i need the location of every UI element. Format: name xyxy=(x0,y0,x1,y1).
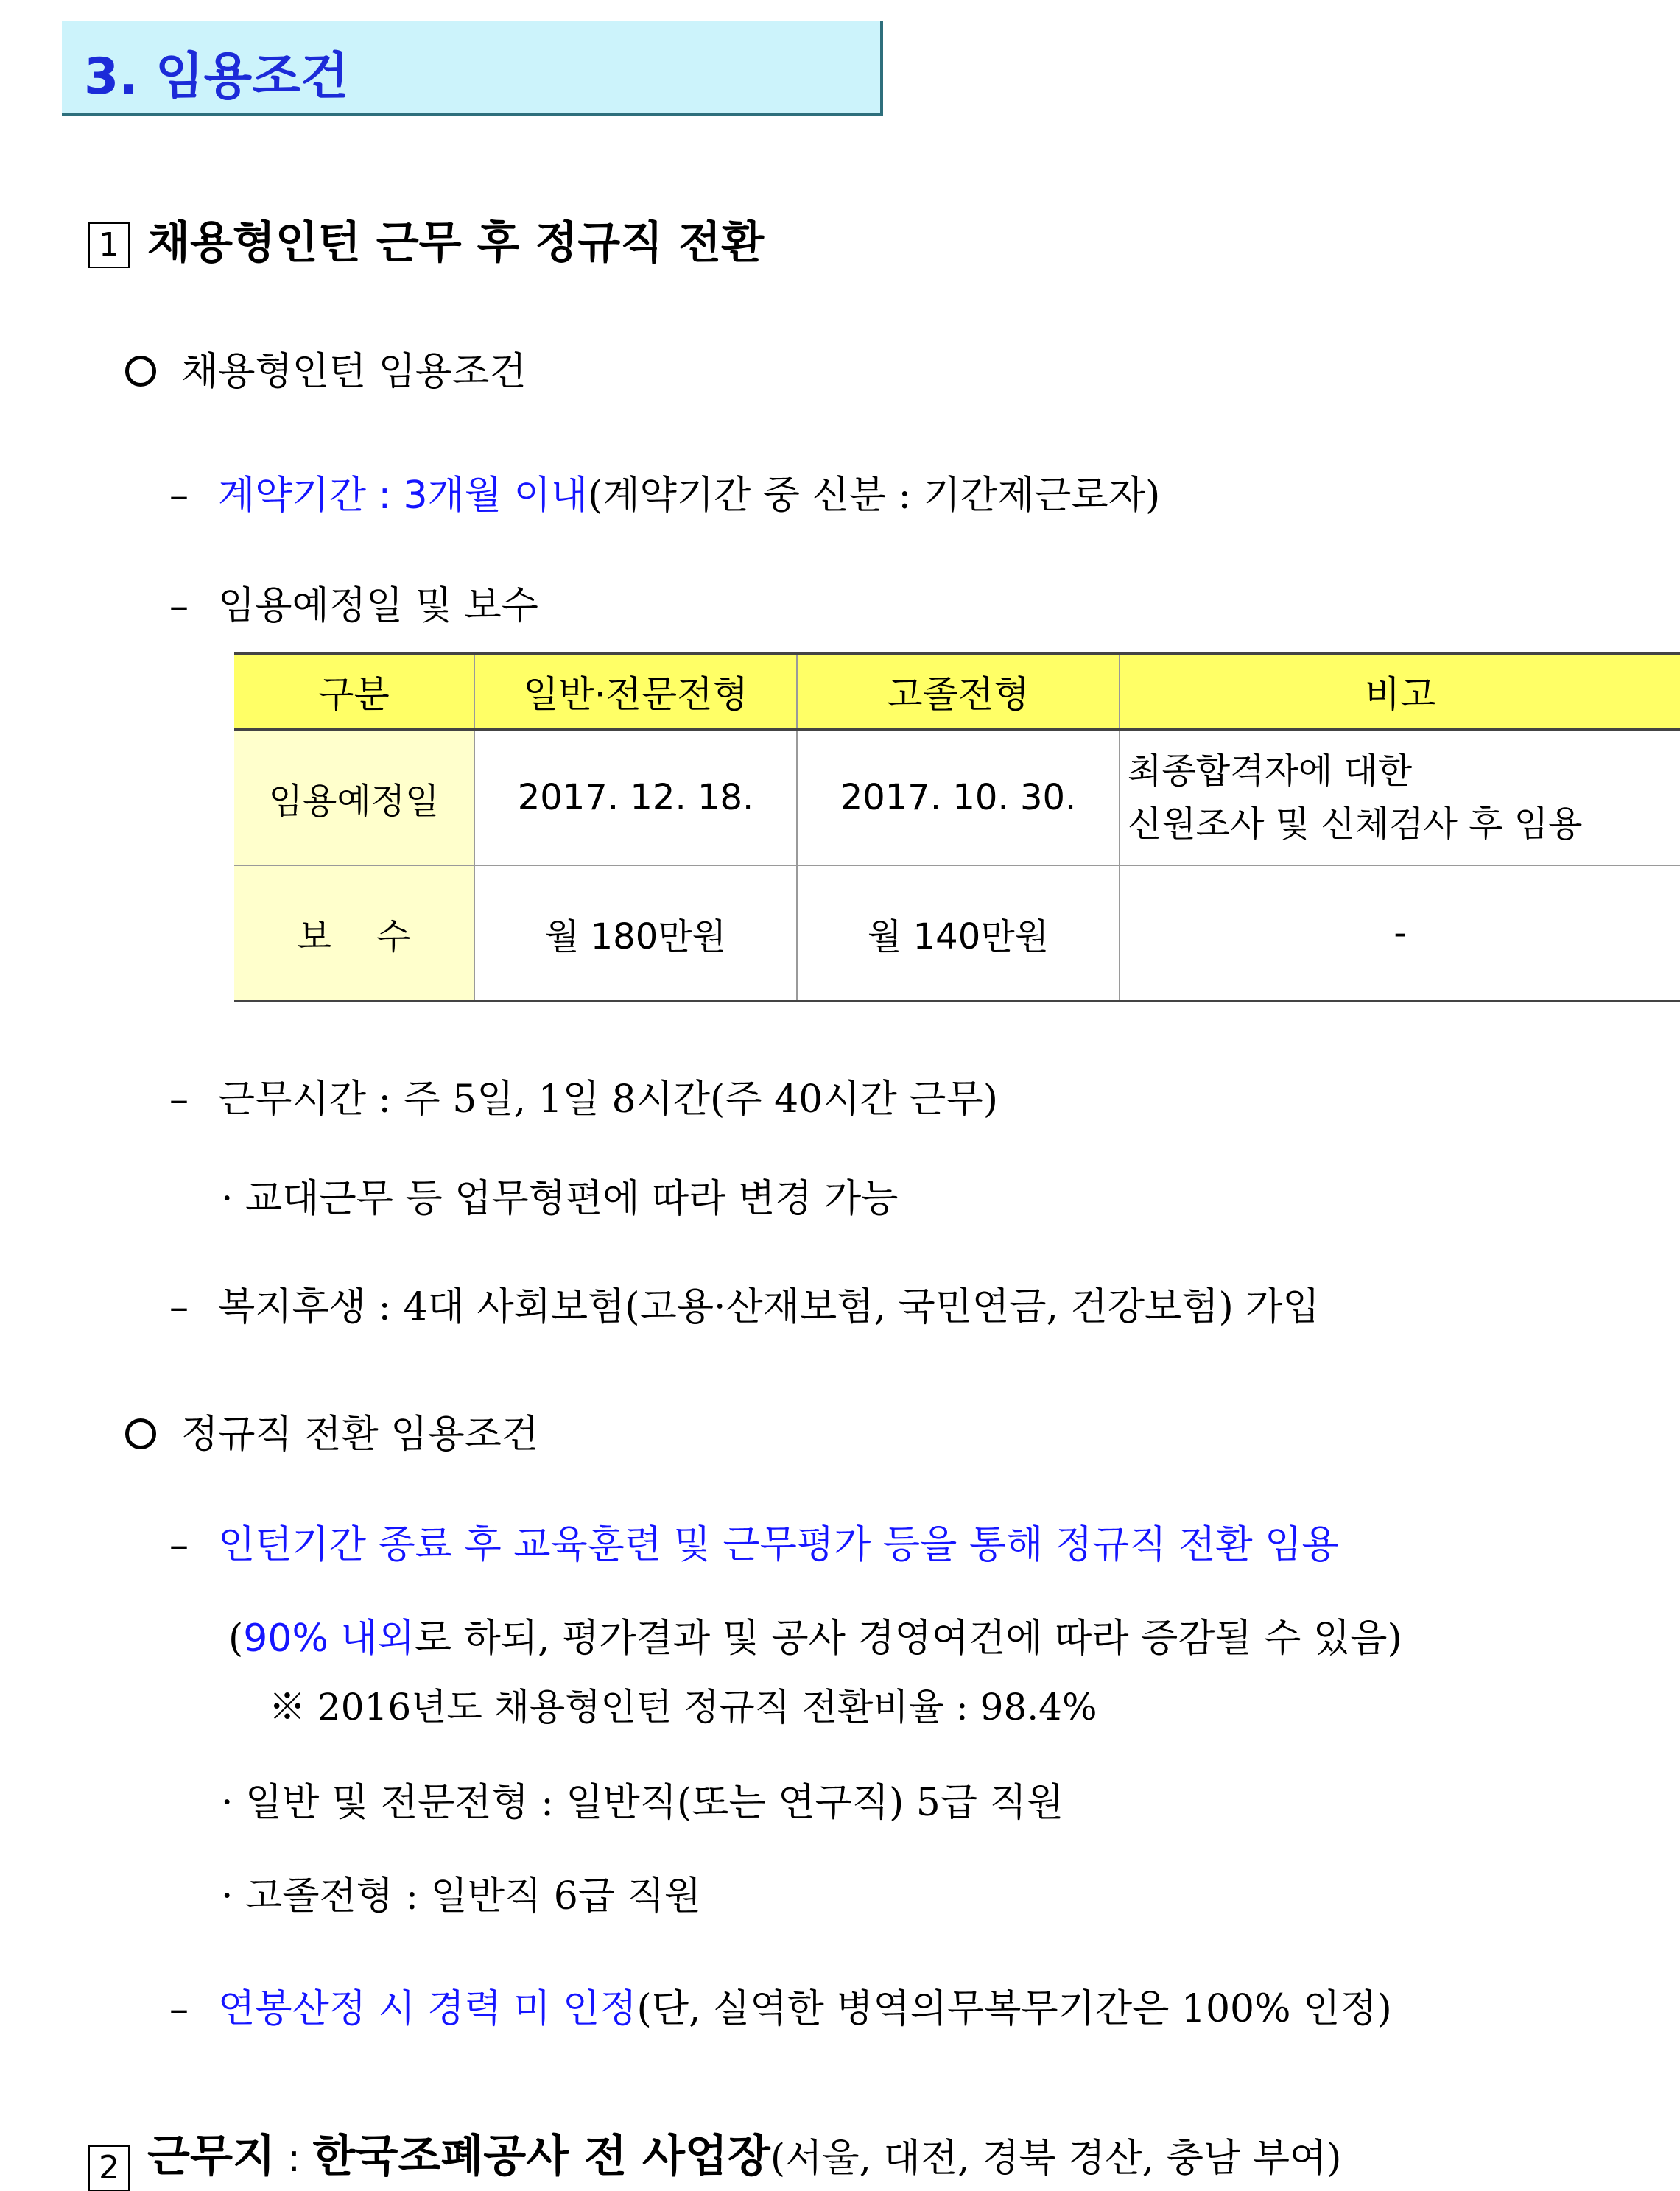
ratio-open: ( xyxy=(228,1617,244,1661)
schedule-table xyxy=(234,652,1680,1002)
circle-bullet-icon xyxy=(125,356,156,387)
section-banner xyxy=(62,21,883,116)
work-hours-line xyxy=(169,1068,998,1123)
conversion-text: 인턴기간 종료 후 교육훈련 및 근무평가 등을 통해 정규직 전환 임용 xyxy=(218,1523,1339,1567)
general-grade: · 일반 및 전문전형 : 일반직(또는 연구직) 5급 직원 xyxy=(221,1781,1064,1825)
section-1-heading xyxy=(88,208,764,271)
circle-bullet-icon xyxy=(125,1418,156,1449)
table-cell-note xyxy=(1120,730,1680,866)
ratio-highlight: 90% 내외 xyxy=(243,1617,415,1661)
dash-icon: – xyxy=(169,474,189,518)
dash-icon: – xyxy=(169,1523,189,1567)
workplace-label: 근무지 xyxy=(147,2131,275,2182)
subsection-1-title: 채용형인턴 임용조건 xyxy=(181,350,527,394)
dash-icon: – xyxy=(169,1077,189,1122)
dash-icon: – xyxy=(169,1987,189,2031)
contract-period: 계약기간 : 3개월 이내 xyxy=(218,474,588,518)
conversion-line xyxy=(169,1513,1339,1569)
contract-period-note: (계약기간 중 신분 : 기간제근로자) xyxy=(588,474,1161,518)
section-number-box: 2 xyxy=(88,2145,130,2191)
table-cell: - xyxy=(1120,865,1680,1002)
schedule-line xyxy=(169,574,538,630)
page-title: 3. 임용조건 xyxy=(84,48,349,106)
row-label: 보 수 xyxy=(234,865,474,1002)
table-row xyxy=(234,730,1680,866)
reference-note: ※ 2016년도 채용형인턴 정규직 전환비율 : 98.4% xyxy=(269,1686,1097,1728)
welfare-line xyxy=(169,1276,1320,1331)
table-cell: 2017. 10. 30. xyxy=(797,730,1120,866)
contract-period-line xyxy=(169,464,1160,519)
highschool-grade: · 고졸전형 : 일반직 6급 직원 xyxy=(221,1874,702,1919)
note-line: 최종합격자에 대한 xyxy=(1128,750,1413,792)
dash-icon: – xyxy=(169,584,189,628)
workplace-sep: : xyxy=(275,2137,313,2181)
section-2-heading xyxy=(88,2121,1341,2191)
ratio-rest: 로 하되, 평가결과 및 공사 경영여건에 따라 증감될 수 있음) xyxy=(414,1617,1402,1661)
salary-line xyxy=(169,1977,1392,2033)
dash-icon: – xyxy=(169,1285,189,1329)
subsection-2-heading xyxy=(125,1403,538,1458)
table-header-row xyxy=(234,653,1680,730)
section-number-box: 1 xyxy=(88,222,130,268)
conversion-ratio-line xyxy=(228,1607,1402,1662)
col-header: 일반·전문전형 xyxy=(474,653,797,730)
section-1-title: 채용형인턴 근무 후 정규직 전환 xyxy=(147,217,765,269)
note-line: 신원조사 및 신체검사 후 임용 xyxy=(1128,803,1583,845)
subsection-1-heading xyxy=(125,340,527,395)
workplace-value: 한국조폐공사 전 사업장 xyxy=(312,2131,770,2182)
table-cell: 월 140만원 xyxy=(797,865,1120,1002)
row-label: 임용예정일 xyxy=(234,730,474,866)
subsection-2-title: 정규직 전환 임용조건 xyxy=(181,1413,539,1457)
table-row xyxy=(234,865,1680,1002)
table-cell: 2017. 12. 18. xyxy=(474,730,797,866)
col-header: 비고 xyxy=(1120,653,1680,730)
schedule-title: 임용예정일 및 보수 xyxy=(218,584,538,628)
col-header: 고졸전형 xyxy=(797,653,1120,730)
shift-note: · 교대근무 등 업무형편에 따라 변경 가능 xyxy=(221,1177,899,1221)
col-header: 구분 xyxy=(234,653,474,730)
work-hours: 근무시간 : 주 5일, 1일 8시간(주 40시간 근무) xyxy=(218,1077,998,1122)
welfare: 복지후생 : 4대 사회보험(고용·산재보험, 국민연금, 건강보험) 가입 xyxy=(218,1285,1320,1329)
workplace-note: (서울, 대전, 경북 경산, 충남 부여) xyxy=(770,2137,1342,2181)
table-cell: 월 180만원 xyxy=(474,865,797,1002)
salary-label: 연봉산정 시 경력 미 인정 xyxy=(218,1987,637,2031)
salary-note: (단, 실역한 병역의무복무기간은 100% 인정) xyxy=(636,1987,1392,2031)
